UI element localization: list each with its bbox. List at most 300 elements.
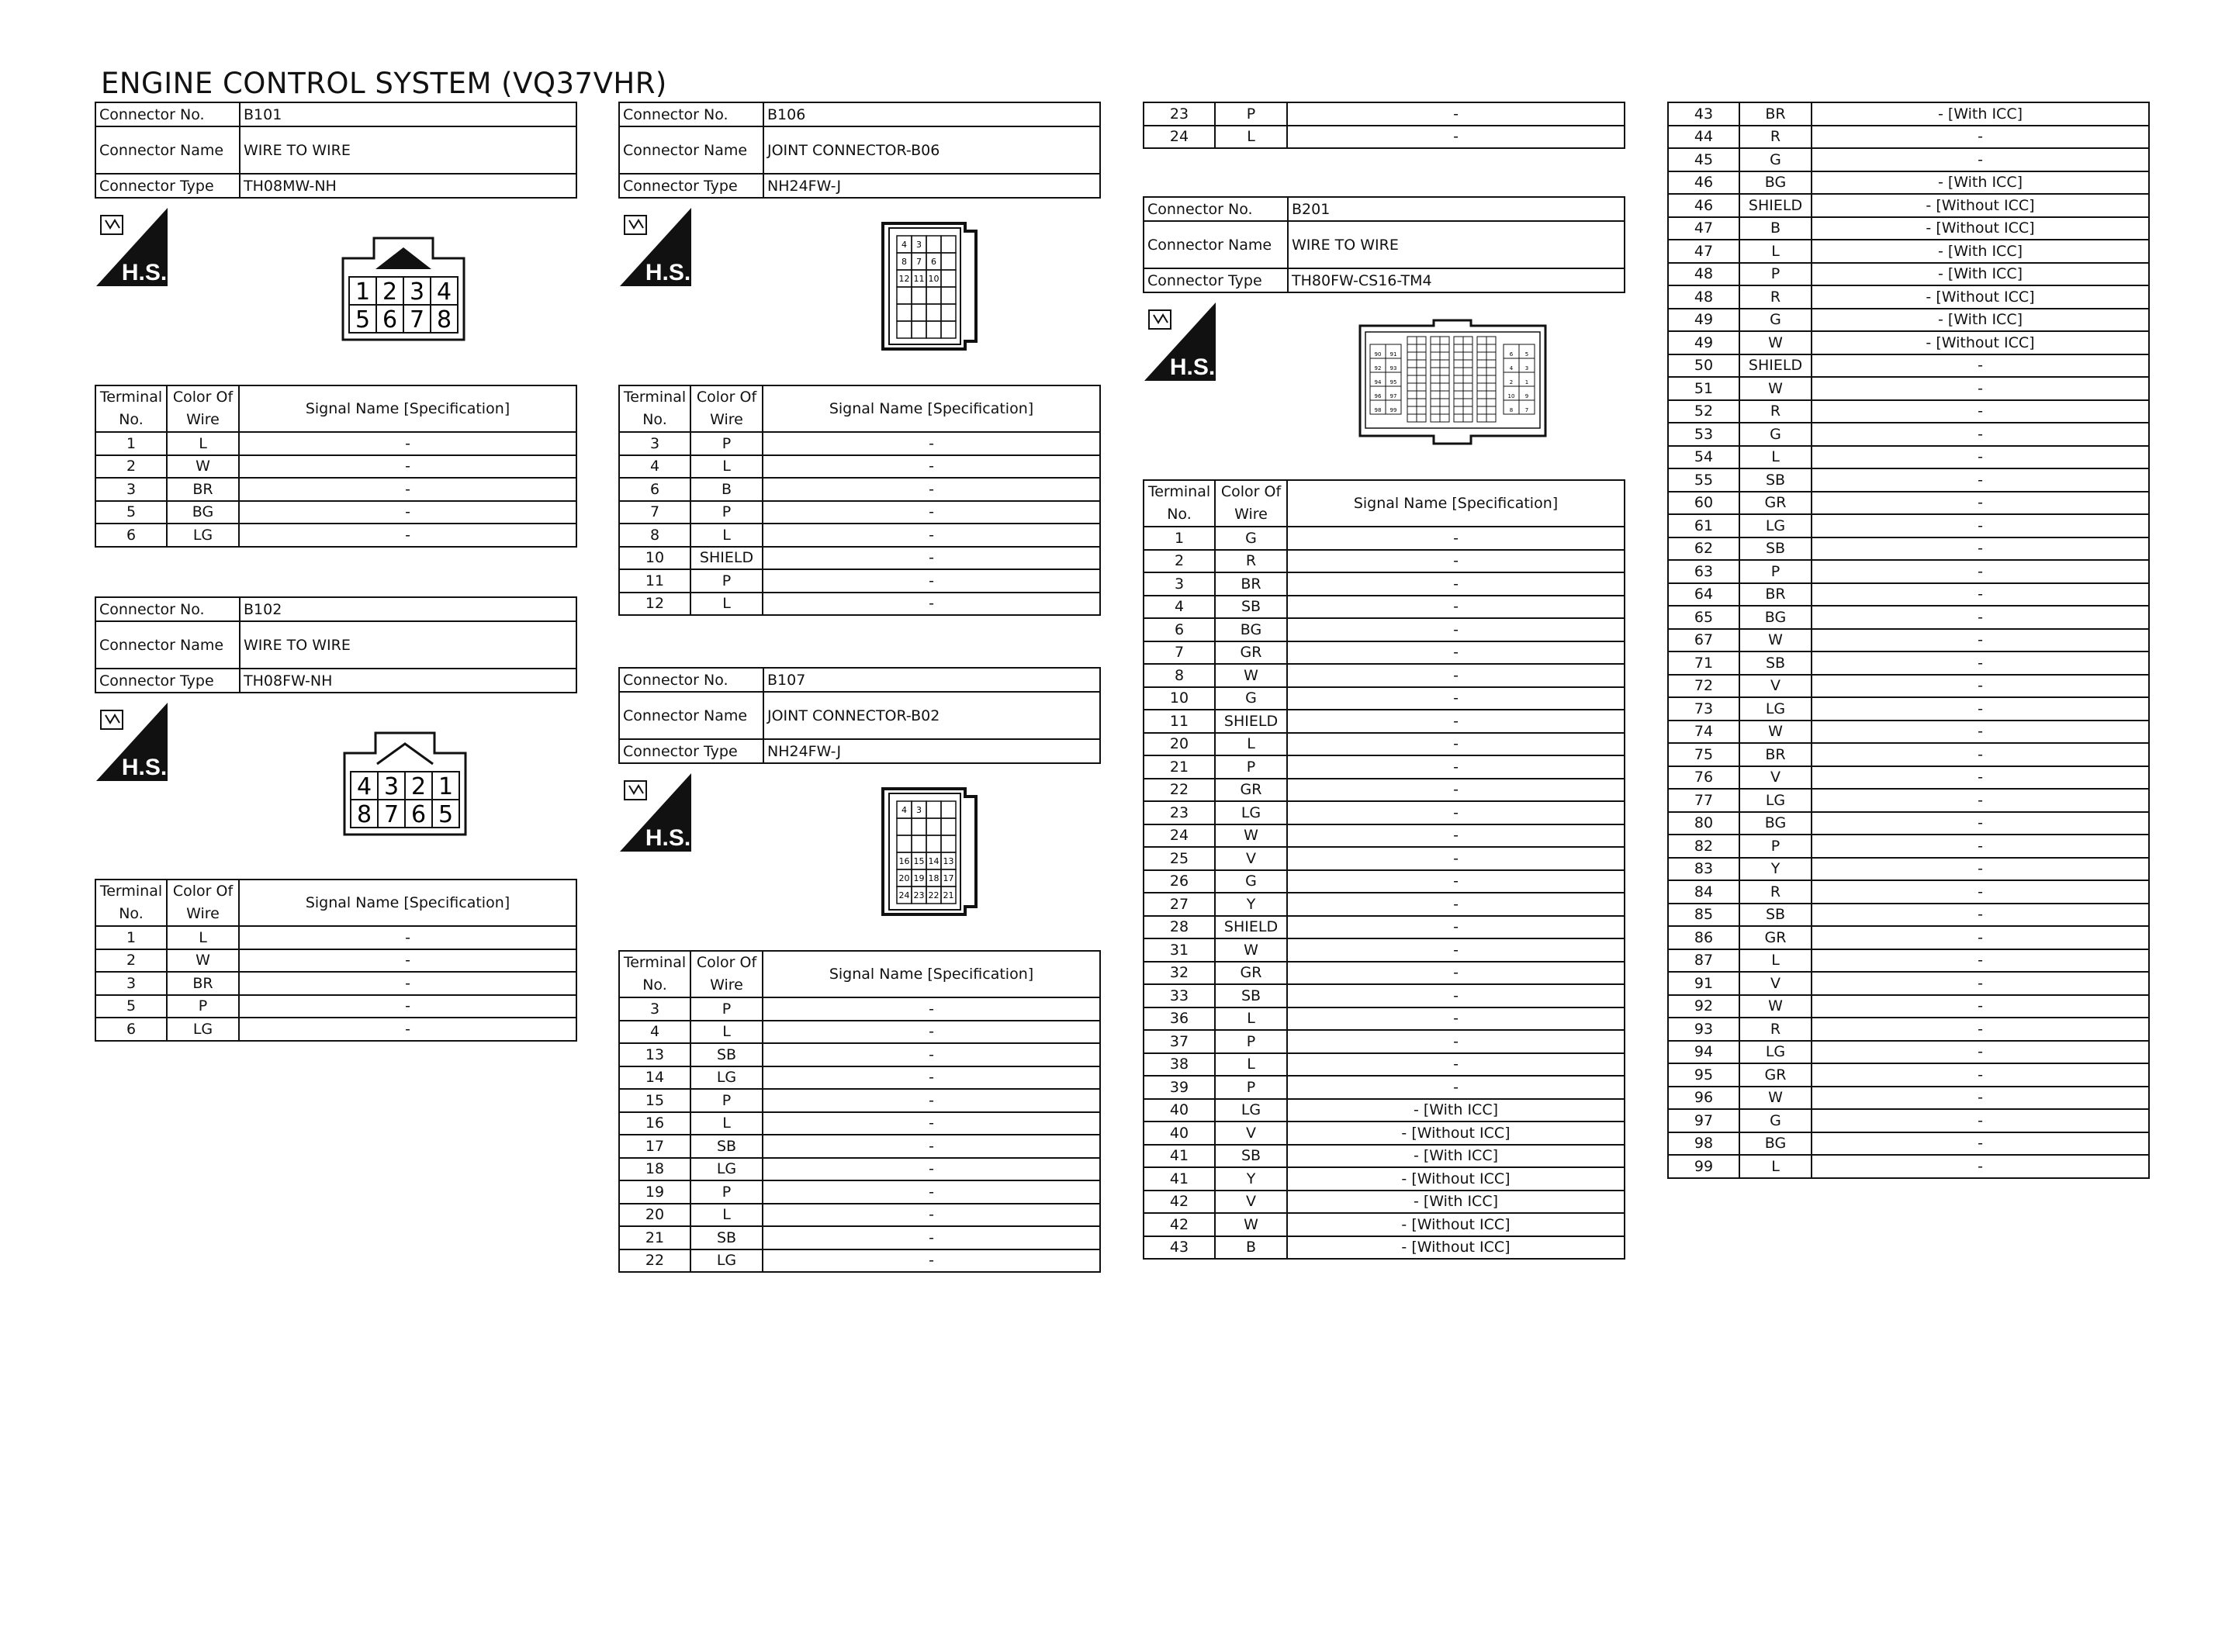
pin-cell [1454, 337, 1463, 344]
wire-color-cell: L [690, 1112, 763, 1135]
header-terminal-no: Terminal No. [619, 385, 690, 432]
signal-name-cell: - [1812, 583, 2149, 607]
signal-name-cell: - [Without ICC] [1812, 331, 2149, 354]
pin-cell [1440, 344, 1449, 352]
wire-color-cell: SB [690, 1043, 763, 1066]
signal-name-cell: - [1812, 1063, 2149, 1087]
signal-name-cell: - [763, 1158, 1100, 1181]
pin-cell [926, 236, 941, 253]
signal-name-cell: - [763, 1066, 1100, 1090]
table-row [1668, 721, 2149, 744]
signal-name-cell: - [1287, 893, 1625, 916]
terminal-no-cell: 1 [95, 926, 167, 949]
signal-name-cell: - [1812, 949, 2149, 973]
signal-name-cell: - [1812, 629, 2149, 652]
signal-name-cell: - [1812, 126, 2149, 149]
pin-cell [1440, 383, 1449, 391]
terminal-no-cell: 42 [1144, 1191, 1215, 1214]
hs-icon [620, 208, 691, 286]
table-row [1668, 904, 2149, 927]
signal-name-cell: - [1812, 697, 2149, 721]
pin-cell [1477, 375, 1486, 383]
signal-name-cell: - [1287, 618, 1625, 641]
table-row [1144, 984, 1625, 1007]
wire-color-cell: P [1215, 755, 1287, 779]
pin-cell [1440, 391, 1449, 399]
pin-cell [1486, 337, 1496, 344]
terminal-no-cell: 52 [1668, 400, 1739, 423]
table-row [1144, 596, 1625, 619]
wire-color-cell: L [690, 1021, 763, 1044]
header-color-of-wire: Color Of Wire [167, 880, 239, 926]
pin-label: 2 [410, 773, 427, 800]
connector-face-b107 [880, 786, 979, 916]
pin-label: 3 [383, 773, 400, 800]
terminal-no-cell: 6 [619, 478, 690, 501]
wire-color-cell: G [1215, 870, 1287, 893]
table-row [619, 1226, 1100, 1249]
terminal-no-cell: 72 [1668, 675, 1739, 698]
signal-name-cell: - [1812, 835, 2149, 858]
wire-color-cell: W [1215, 938, 1287, 962]
pin-cell [1417, 391, 1426, 399]
table-row [95, 455, 576, 479]
header-signal-name: Signal Name [Specification] [239, 880, 576, 926]
header-color-of-wire: Color Of Wire [690, 385, 763, 432]
signal-name-cell: - [1287, 984, 1625, 1007]
wire-color-cell: SB [1215, 596, 1287, 619]
table-row [1668, 629, 2149, 652]
pin-label: 1 [1524, 379, 1529, 385]
terminal-no-cell: 33 [1144, 984, 1215, 1007]
terminal-no-cell: 98 [1668, 1132, 1739, 1156]
wire-color-cell: R [1739, 1018, 1812, 1041]
table-row [1668, 880, 2149, 904]
terminal-no-cell: 13 [619, 1043, 690, 1066]
pin-label: 5 [1524, 351, 1529, 358]
pin-cell [1477, 368, 1486, 375]
signal-name-cell: - [763, 1249, 1100, 1273]
terminal-no-cell: 20 [619, 1204, 690, 1227]
wire-color-cell: SHIELD [690, 547, 763, 570]
wire-color-cell: R [1739, 400, 1812, 423]
terminal-no-cell: 97 [1668, 1109, 1739, 1132]
wire-color-cell: L [690, 524, 763, 547]
wire-color-cell: L [1215, 1053, 1287, 1077]
table-row [95, 949, 576, 973]
signal-name-cell: - [1287, 596, 1625, 619]
signal-name-cell: - [1812, 423, 2149, 446]
terminal-no-cell: 2 [95, 455, 167, 479]
connector-info-b101 [95, 102, 577, 199]
wire-color-cell: BG [1739, 171, 1812, 195]
table-row [1668, 240, 2149, 263]
table-row [1668, 377, 2149, 400]
wire-color-cell: P [690, 997, 763, 1021]
header-color-of-wire: Color Of Wire [690, 951, 763, 997]
signal-name-cell: - [1812, 1018, 2149, 1041]
pin-label: 13 [943, 856, 954, 866]
table-row [1668, 995, 2149, 1018]
terminal-no-cell: 94 [1668, 1041, 1739, 1064]
connector-type-value: TH08MW-NH [240, 174, 576, 198]
signal-name-cell: - [1812, 468, 2149, 492]
pin-table-b101 [95, 385, 577, 548]
pin-cell [1440, 399, 1449, 406]
pin-label: 6 [410, 801, 427, 828]
signal-name-cell: - [With ICC] [1287, 1099, 1625, 1122]
wire-color-cell: BR [1215, 572, 1287, 596]
wire-color-cell: W [1215, 1213, 1287, 1236]
wire-color-cell: LG [1739, 1041, 1812, 1064]
pin-cell [1486, 352, 1496, 360]
signal-name-cell: - [1287, 1007, 1625, 1031]
connector-type-value: NH24FW-J [763, 174, 1100, 198]
signal-name-cell: - [239, 926, 576, 949]
table-row [619, 593, 1100, 616]
header-color-of-wire: Color Of Wire [167, 385, 239, 432]
terminal-no-cell: 91 [1668, 972, 1739, 995]
page-title: ENGINE CONTROL SYSTEM (VQ37VHR) [101, 67, 667, 100]
wire-color-cell: SB [1739, 904, 1812, 927]
pin-cell [1486, 391, 1496, 399]
pin-cell [1463, 352, 1472, 360]
pin-cell [1477, 383, 1486, 391]
signal-name-cell: - [763, 1135, 1100, 1158]
table-row [619, 1021, 1100, 1044]
pin-cell [941, 835, 956, 852]
signal-name-cell: - [1812, 354, 2149, 378]
table-row [1668, 171, 2149, 195]
wire-color-cell: V [1215, 1191, 1287, 1214]
terminal-no-cell: 54 [1668, 446, 1739, 469]
signal-name-cell: - [1812, 1109, 2149, 1132]
signal-name-cell: - [With ICC] [1812, 102, 2149, 126]
terminal-no-cell: 74 [1668, 721, 1739, 744]
terminal-no-cell: 95 [1668, 1063, 1739, 1087]
wire-color-cell: LG [690, 1158, 763, 1181]
signal-name-cell: - [1812, 1087, 2149, 1110]
pin-cell [1417, 360, 1426, 368]
table-row [619, 1135, 1100, 1158]
signal-name-cell: - [With ICC] [1812, 263, 2149, 286]
pin-cell [1463, 399, 1472, 406]
table-row [1668, 606, 2149, 629]
wire-color-cell: P [690, 432, 763, 455]
pin-label: 7 [916, 257, 922, 267]
pin-label: 7 [409, 306, 425, 334]
wire-color-cell: L [1739, 446, 1812, 469]
pin-cell [1417, 399, 1426, 406]
pin-label: 11 [913, 274, 925, 284]
pin-table-b201 [1143, 479, 1625, 1260]
svg-text:H.S.: H.S. [645, 825, 691, 851]
table-row [1668, 766, 2149, 790]
wire-color-cell: BG [167, 501, 239, 524]
wire-color-cell: W [1739, 377, 1812, 400]
wire-color-cell: W [1215, 664, 1287, 687]
pin-cell [1417, 368, 1426, 375]
terminal-no-cell: 67 [1668, 629, 1739, 652]
pin-cell [1454, 391, 1463, 399]
wire-color-cell: G [1739, 148, 1812, 171]
wire-color-cell: W [1215, 824, 1287, 848]
header-signal-name: Signal Name [Specification] [763, 385, 1100, 432]
terminal-no-cell: 37 [1144, 1030, 1215, 1053]
pin-cell [897, 835, 912, 852]
table-row [619, 524, 1100, 547]
wire-color-cell: L [1215, 733, 1287, 756]
pin-label: 4 [436, 278, 452, 306]
signal-name-cell: - [1287, 102, 1625, 126]
terminal-no-cell: 36 [1144, 1007, 1215, 1031]
wire-color-cell: B [1739, 217, 1812, 240]
pin-cell [1431, 344, 1440, 352]
terminal-no-cell: 7 [619, 501, 690, 524]
table-row [619, 478, 1100, 501]
header-terminal-no: Terminal No. [95, 385, 167, 432]
wire-color-cell: L [1215, 126, 1287, 149]
signal-name-cell: - [1287, 847, 1625, 870]
pin-label: 3 [409, 278, 425, 306]
pin-cell [1407, 383, 1417, 391]
table-row [95, 972, 576, 995]
wire-color-cell: V [1739, 766, 1812, 790]
wire-color-cell: P [1739, 560, 1812, 583]
pin-cell [1477, 414, 1486, 422]
table-row [1144, 527, 1625, 550]
wire-color-cell: G [1739, 423, 1812, 446]
terminal-no-cell: 10 [1144, 687, 1215, 710]
table-row [1668, 126, 2149, 149]
table-row [1144, 801, 1625, 824]
table-row [1668, 972, 2149, 995]
pin-cell [1477, 399, 1486, 406]
pin-cell [1454, 399, 1463, 406]
pin-table-b201-continued [1143, 102, 1625, 149]
wire-color-cell: LG [690, 1066, 763, 1090]
table-row [95, 524, 576, 547]
pin-cell [1477, 337, 1486, 344]
table-row [1668, 468, 2149, 492]
hs-icon [96, 703, 168, 781]
wire-color-cell: GR [1215, 779, 1287, 802]
signal-name-cell: - [1812, 766, 2149, 790]
signal-name-cell: - [1287, 710, 1625, 733]
terminal-no-cell: 85 [1668, 904, 1739, 927]
signal-name-cell: - [763, 1089, 1100, 1112]
terminal-no-cell: 11 [1144, 710, 1215, 733]
wire-color-cell: G [1215, 527, 1287, 550]
terminal-no-cell: 46 [1668, 194, 1739, 217]
terminal-no-cell: 42 [1144, 1213, 1215, 1236]
wire-color-cell: L [1215, 1007, 1287, 1031]
signal-name-cell: - [763, 432, 1100, 455]
svg-text:H.S.: H.S. [645, 260, 691, 285]
pin-cell [1407, 337, 1417, 344]
terminal-no-cell: 73 [1668, 697, 1739, 721]
terminal-no-cell: 40 [1144, 1099, 1215, 1122]
table-row [1144, 779, 1625, 802]
signal-name-cell: - [1287, 1076, 1625, 1099]
terminal-no-cell: 86 [1668, 926, 1739, 949]
signal-name-cell: - [Without ICC] [1287, 1236, 1625, 1260]
terminal-no-cell: 22 [1144, 779, 1215, 802]
pin-cell [941, 818, 956, 835]
wire-color-cell: GR [1215, 962, 1287, 985]
terminal-no-cell: 4 [619, 455, 690, 479]
pin-label: 1 [355, 278, 371, 306]
connector-face-b102 [343, 731, 467, 836]
terminal-no-cell: 25 [1144, 847, 1215, 870]
terminal-no-cell: 65 [1668, 606, 1739, 629]
pin-cell [1431, 375, 1440, 383]
signal-name-cell: - [1287, 801, 1625, 824]
wire-color-cell: BR [167, 972, 239, 995]
pin-cell [1463, 360, 1472, 368]
table-row [1144, 1076, 1625, 1099]
table-row [1668, 514, 2149, 537]
wire-color-cell: P [690, 1180, 763, 1204]
terminal-no-cell: 15 [619, 1089, 690, 1112]
wire-color-cell: V [1215, 1121, 1287, 1145]
pin-label: 3 [1524, 365, 1529, 372]
terminal-no-cell: 43 [1668, 102, 1739, 126]
pin-cell [1454, 383, 1463, 391]
pin-cell [1417, 414, 1426, 422]
pin-label: 10 [1507, 393, 1515, 399]
header-terminal-no: Terminal No. [619, 951, 690, 997]
connector-name-value: WIRE TO WIRE [240, 621, 576, 669]
table-row [619, 1089, 1100, 1112]
terminal-no-cell: 45 [1668, 148, 1739, 171]
pin-cell [1477, 352, 1486, 360]
pin-cell [1431, 352, 1440, 360]
table-row [1668, 1087, 2149, 1110]
connector-info-b106 [618, 102, 1101, 199]
signal-name-cell: - [With ICC] [1812, 171, 2149, 195]
wire-color-cell: B [1215, 1236, 1287, 1260]
terminal-no-cell: 31 [1144, 938, 1215, 962]
terminal-no-cell: 46 [1668, 171, 1739, 195]
signal-name-cell: - [239, 524, 576, 547]
table-row [1144, 1236, 1625, 1260]
table-row [1668, 148, 2149, 171]
signal-name-cell: - [1812, 606, 2149, 629]
terminal-no-cell: 41 [1144, 1167, 1215, 1191]
signal-name-cell: - [1287, 641, 1625, 665]
label-connector-name: Connector Name [95, 126, 240, 174]
terminal-no-cell: 24 [1144, 126, 1215, 149]
terminal-no-cell: 21 [619, 1226, 690, 1249]
signal-name-cell: - [1812, 675, 2149, 698]
terminal-no-cell: 84 [1668, 880, 1739, 904]
wire-color-cell: V [1739, 972, 1812, 995]
signal-name-cell: - [1812, 721, 2149, 744]
table-row [1668, 537, 2149, 561]
wire-color-cell: GR [1739, 492, 1812, 515]
wire-color-cell: W [1739, 331, 1812, 354]
table-row [1144, 102, 1625, 126]
pin-label: 6 [382, 306, 398, 334]
signal-name-cell: - [With ICC] [1812, 309, 2149, 332]
terminal-no-cell: 41 [1144, 1145, 1215, 1168]
terminal-no-cell: 26 [1144, 870, 1215, 893]
signal-name-cell: - [With ICC] [1287, 1145, 1625, 1168]
pin-cell [1417, 344, 1426, 352]
terminal-no-cell: 23 [1144, 102, 1215, 126]
header-terminal-no: Terminal No. [95, 880, 167, 926]
terminal-no-cell: 3 [619, 432, 690, 455]
wire-color-cell: W [167, 949, 239, 973]
table-row [1668, 858, 2149, 881]
pin-label: 14 [928, 856, 940, 866]
terminal-no-cell: 4 [619, 1021, 690, 1044]
table-row [1668, 949, 2149, 973]
signal-name-cell: - [763, 501, 1100, 524]
pin-cell [1454, 414, 1463, 422]
terminal-no-cell: 87 [1668, 949, 1739, 973]
terminal-no-cell: 5 [95, 995, 167, 1018]
header-signal-name: Signal Name [Specification] [763, 951, 1100, 997]
table-row [1144, 550, 1625, 573]
wire-color-cell: Y [1215, 1167, 1287, 1191]
table-row [95, 478, 576, 501]
table-row [1668, 926, 2149, 949]
signal-name-cell: - [239, 478, 576, 501]
signal-name-cell: - [1812, 743, 2149, 766]
signal-name-cell: - [With ICC] [1812, 240, 2149, 263]
pin-cell [1454, 352, 1463, 360]
table-row [619, 455, 1100, 479]
terminal-no-cell: 10 [619, 547, 690, 570]
pin-label: 1 [438, 773, 454, 800]
table-row [1144, 664, 1625, 687]
pin-cell [1407, 406, 1417, 414]
svg-text:H.S.: H.S. [121, 260, 168, 285]
pin-label: 7 [383, 801, 400, 828]
table-row [1144, 824, 1625, 848]
pin-cell [1407, 375, 1417, 383]
signal-name-cell: - [1287, 687, 1625, 710]
wire-color-cell: W [1739, 995, 1812, 1018]
terminal-no-cell: 76 [1668, 766, 1739, 790]
signal-name-cell: - [763, 547, 1100, 570]
signal-name-cell: - [1287, 870, 1625, 893]
table-row [619, 1180, 1100, 1204]
table-row [1668, 835, 2149, 858]
terminal-no-cell: 16 [619, 1112, 690, 1135]
signal-name-cell: - [1287, 550, 1625, 573]
wire-color-cell: SB [1215, 1145, 1287, 1168]
connector-type-value: TH80FW-CS16-TM4 [1288, 268, 1625, 292]
wire-color-cell: L [1739, 949, 1812, 973]
terminal-no-cell: 44 [1668, 126, 1739, 149]
pin-label: 5 [438, 801, 454, 828]
signal-name-cell: - [1812, 514, 2149, 537]
wire-color-cell: SHIELD [1215, 710, 1287, 733]
header-signal-name: Signal Name [Specification] [239, 385, 576, 432]
table-row [619, 997, 1100, 1021]
wire-color-cell: W [1739, 721, 1812, 744]
wire-color-cell: LG [1739, 514, 1812, 537]
connector-info-b201 [1143, 196, 1625, 293]
table-row [1144, 710, 1625, 733]
table-row [95, 1018, 576, 1041]
table-row [1668, 697, 2149, 721]
table-row [1668, 1132, 2149, 1156]
table-row [1144, 916, 1625, 939]
